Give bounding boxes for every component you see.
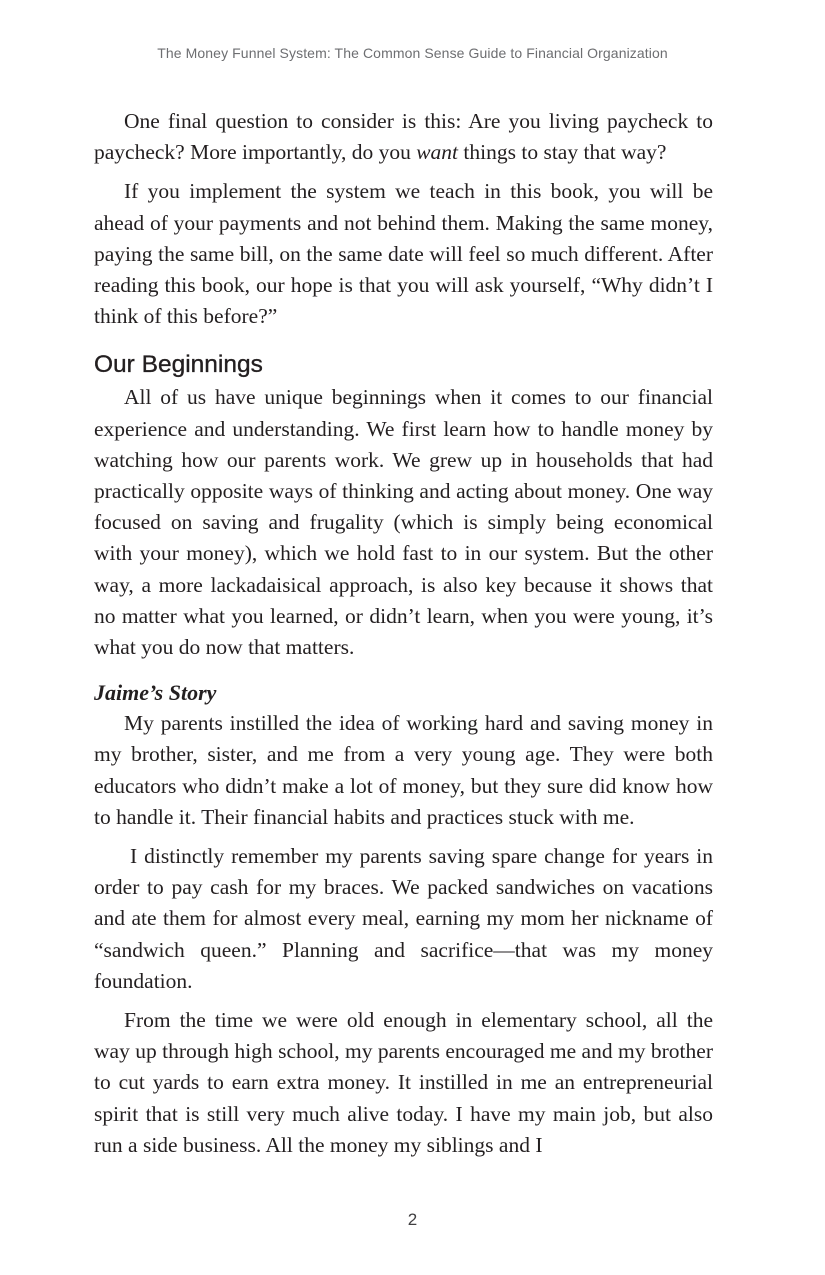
page-number: 2 — [407, 1210, 418, 1229]
paragraph-spare-change: I distinctly remember my parents saving spare change for years in order to pay cash for my braces. We packed sandwiches on vacations and ate them for almost every meal, earning my mom her nickname of “sandwich queen.” Planning and sacrifice—that was my money foundation. — [94, 844, 713, 993]
paragraph-text: things to stay that way? — [458, 140, 667, 165]
paragraph-unique-beginnings: All of us have unique beginnings when it comes to our financial experience and understanding. We first learn how to handle money by watching how our parents work. We grew up in households that had practically opposite ways of thinking and acting about money. One way focused on saving and frugality (which is simply being economical with your money), which we hold fast to in our system. But the other way, a more lackadaisical approach, is also key because it shows that no matter what you learned, or didn’t learn, when you were young, it’s what you do now that matters. — [94, 385, 713, 660]
emphasis-want: want — [416, 140, 459, 165]
running-header: The Money Funnel System: The Common Sense Guide to Financial Organization — [157, 45, 668, 61]
subheading-jaimes-story: Jaime’s Story — [94, 680, 217, 706]
paragraph-text: One final question to consider is this: Are you living paycheck to paycheck? More importantly, do you — [94, 109, 713, 165]
paragraph-paycheck-question — [94, 106, 713, 168]
paragraph-cut-yards: From the time we were old enough in elementary school, all the way up through high school, my parents encouraged me and my brother to cut yards to earn extra money. It instilled in me an entrepreneurial spirit that is still very much alive today. I have my main job, but also run a side business. All the money my siblings and I — [94, 1008, 713, 1157]
paragraph-parents-instilled: My parents instilled the idea of working hard and saving money in my brother, sister, and me from a very young age. They were both educators who didn’t make a lot of money, but they sure did know how to handle it. Their financial habits and practices stuck with me. — [94, 711, 713, 829]
page-body — [94, 106, 713, 1161]
paragraph-implement-system: If you implement the system we teach in this book, you will be ahead of your payments and not behind them. Making the same money, paying the same bill, on the same date will feel so much different. After reading this book, our hope is that you will ask yourself, “Why didn’t I think of this before?” — [94, 179, 713, 329]
section-heading-our-beginnings: Our Beginnings — [94, 351, 263, 379]
